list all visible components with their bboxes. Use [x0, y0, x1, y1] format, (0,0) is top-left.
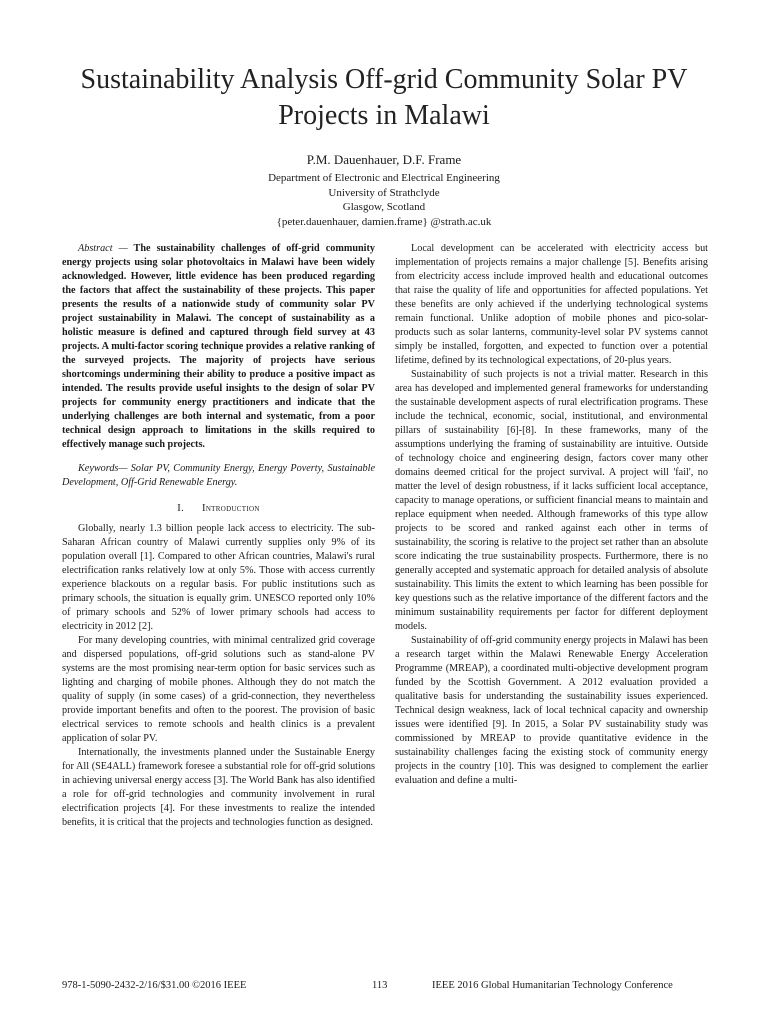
authors: P.M. Dauenhauer, D.F. Frame [306, 152, 462, 167]
affiliation-location: Glasgow, Scotland [342, 201, 426, 213]
footer-conference: IEEE 2016 Global Humanitarian Technology Conference [432, 980, 673, 991]
body-paragraph: Globally, nearly 1.3 billion people lack access to electricity. The sub-Saharan African country of Malawi currently supplies only 9% of its population overall [1]. Compared to other African countries, Malawi's rural electrification ranks relatively low at only 5%. Those with access currently experience blackouts on a regular basis. For public institutions such as primary schools, the situation is equally grim. UNESCO reported only 10% of primary schools and 52% of lower primary schools had access to electricity in 2012 [2]. [62, 523, 375, 632]
section-title: Introduction [202, 503, 260, 514]
affiliation-email: {peter.dauenhauer, damien.frame} @strath.ac.uk [276, 215, 492, 228]
paper-title: Sustainability Analysis Off-grid Community Solar PV Projects in Malawi [80, 64, 688, 131]
section-number: I. [177, 503, 185, 514]
body-paragraph: Sustainability of off-grid community energy projects in Malawi has been a research target within the Malawi Renewable Energy Acceleration Programme (MREAP), a coordinated multi-objective development program funded by the Scottish Government. A 2012 evaluation provided a qualitative basis for understanding the sustainability issues experienced. Technical design weakness, lack of local technical capacity and ownership issues were identified [9]. In 2015, a Solar PV sustainability study was commissioned by MREAP to provide quantitative evidence in the sustainability challenges facing the existing stock of community energy projects in the country [10]. This was designed to complement the earlier evaluation and define a multi- [395, 635, 708, 786]
body-paragraph: Local development can be accelerated with electricity access but implementation of projects remains a major challenge [5]. Benefits arising from electricity access include improved health and educational outcomes that raise the quality of life and opportunities for affected populations. Yet these benefits are only achieved if the underlying technological systems remain functional. Unlike adoption of mobile phones and pico-solar-products such as solar lanterns, community-level solar PV systems cannot simply be installed, forgotten, and expected to function over a potential lifetime, defined by its technological expectations, of 20-plus years. [395, 243, 708, 366]
abstract-label: Abstract — [78, 243, 128, 254]
body-paragraph: Internationally, the investments planned under the Sustainable Energy for All (SE4ALL) framework foresee a substantial role for off-grid solutions in achieving universal energy access [3]. The World Bank has also identified a role for off-grid technologies and community involvement in rural electrification projects [4]. For these investments to realize the intended benefits, it is critical that the projects and technologies function as designed. [62, 747, 375, 828]
keywords: Keywords— Solar PV, Community Energy, Energy Poverty, Sustainable Development, Off-Grid Renewable Energy. [62, 463, 375, 488]
page-number: 113 [372, 980, 388, 991]
footer-copyright: 978-1-5090-2432-2/16/$31.00 ©2016 IEEE [62, 980, 247, 991]
affiliation [0, 171, 768, 229]
section-heading [62, 502, 375, 516]
abstract-text: The sustainability challenges of off-grid community energy projects using solar photovoltaics in Malawi have been widely acknowledged. However, little evidence has been produced regarding the factors that affect the sustainability of these projects. This paper presents the results of a nationwide study of community solar PV project sustainability in Malawi. The concept of sustainability as a holistic measure is defined and captured through field survey at 43 projects. A multi-factor scoring technique provides a relative ranking of the surveyed projects. The majority of projects have serious shortcomings undermining their ability to produce a positive impact as intended. The results provide useful insights to the design of solar PV projects for community energy practitioners and indicate that the underlying challenges are both internal and systematic, from a poor technical design approach to limitations in the skills required to effectively manage such projects. [62, 243, 375, 450]
left-column [62, 242, 375, 830]
body-paragraph: Sustainability of such projects is not a trivial matter. Research in this area has developed and implemented general frameworks for understanding the sustainable development aspects of rural electrification programs. These include the technical, economic, social, institutional, and environmental pillars of sustainability [6]-[8]. In these frameworks, many of the assumptions underlying the framing of sustainability are intuitive. Outside of technology choice and engineering design, factors cover many other domains deemed critical for the project survival. A project will 'fail', no matter the level of design robustness, if it lacks sufficient local acceptance, capacity to manage operations, or sufficient financial means to maintain and replace equipment when needed. Although frameworks of this type allow projects to be scored and ranked against each other in terms of sustainability, the scoring is relative to the project set rather than an absolute score indicating the true sustainability prospects. Furthermore, there is no generally accepted and systematic approach for detailed analysis of absolute sustainability. This limits the extent to which learning has been possible for key questions such as the relative importance of the different factors and the minimum sustainability requirements per factor for different deployment models. [395, 369, 708, 632]
body-paragraph: For many developing countries, with minimal centralized grid coverage and dispersed populations, off-grid solutions such as stand-alone PV systems are the most promising near-term option for basic services such as lighting and charging of mobile phones. Although they do not match the quality of supply (in some cases) of a grid-connection, they nevertheless provide important benefits and often to the poorest. The provision of basic electrical services to remote schools and health clinics is a prevalent application of solar PV. [62, 635, 375, 744]
page-footer [0, 978, 768, 994]
affiliation-department: Department of Electronic and Electrical Engineering [268, 172, 500, 184]
affiliation-university: University of Strathclyde [328, 186, 440, 199]
abstract [62, 242, 375, 452]
right-column [395, 242, 708, 788]
